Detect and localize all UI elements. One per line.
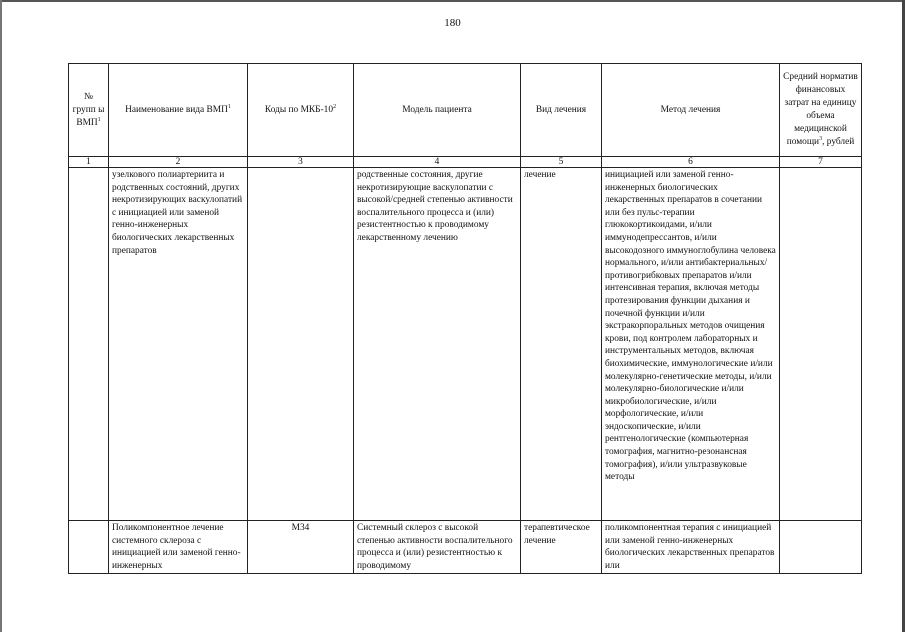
cell-patient-model: родственные состояния, другие некротизирующие васкулопатии с высокой/средней степенью активности воспалительного процесса и (или) резистентностью к проводимому лекарственному лечению: [354, 168, 521, 521]
header-group-number: № групп ы ВМП$^1$: [69, 64, 109, 157]
column-number: 2: [109, 157, 248, 168]
scan-left-edge: [0, 0, 2, 632]
cell-treatment-method: поликомпонентная терапия с инициацией или заменой генно-инженерных биологических лекарственных препаратов или: [602, 521, 780, 574]
page-number: 180: [444, 17, 461, 29]
cell-icd-codes: [248, 168, 354, 521]
column-number: 6: [602, 157, 780, 168]
header-vmp-name: Наименование вида ВМП$^1$: [109, 64, 248, 157]
cell-icd-codes: M34: [248, 521, 354, 574]
cell-group-number: [69, 168, 109, 521]
column-number: 4: [354, 157, 521, 168]
cell-treatment-method: инициацией или заменой генно-инженерных биологических лекарственных препаратов в сочетании или без пульс-терапии глюкокортикоидами, и/или иммунодепрессантов, и/или высокодозного иммуноглобулина человека нормального, и/или антибактериальных/противогрибковых препаратов и/или интенсивная терапия, включая методы протезирования функции дыхания и почечной функции и/или экстракорпоральных методов очищения крови, под контролем лабораторных и инструментальных методов, включая биохимические, иммунологические и/или молекулярно-генетические методы, и/или молекулярно-биологические и/или микробиологические, и/или морфологические, и/или эндоскопические, и/или рентгенологические (компьютерная томография, магнитно-резонансная томография), и/или ультразвуковые методы: [602, 168, 780, 521]
column-number: 5: [521, 157, 602, 168]
table-row: [69, 521, 862, 574]
cell-average-cost: [780, 521, 862, 574]
column-number: 3: [248, 157, 354, 168]
header-row: [69, 64, 862, 157]
table-row: [69, 168, 862, 521]
header-average-cost: Средний норматив финансовых затрат на единицу объема медицинской помощи$^3$, рублей: [780, 64, 862, 157]
vmp-table: [68, 63, 862, 574]
cell-treatment-type: лечение: [521, 168, 602, 521]
cell-group-number: [69, 521, 109, 574]
cell-patient-model: Системный склероз с высокой степенью активности воспалительного процесса и (или) резистентностью к проводимому: [354, 521, 521, 574]
column-number-row: [69, 157, 862, 168]
scan-top-edge: [0, 0, 905, 2]
header-treatment-method: Метод лечения: [602, 64, 780, 157]
column-number: 1: [69, 157, 109, 168]
cell-treatment-type: терапевтическое лечение: [521, 521, 602, 574]
header-icd-codes: Коды по МКБ-$10^2$: [248, 64, 354, 157]
header-patient-model: Модель пациента: [354, 64, 521, 157]
header-treatment-type: Вид лечения: [521, 64, 602, 157]
cell-average-cost: [780, 168, 862, 521]
cell-vmp-name: узелкового полиартериита и родственных состояний, других некротизирующих васкулопатий с инициацией или заменой генно-инженерных биологических лекарственных препаратов: [109, 168, 248, 521]
cell-vmp-name: Поликомпонентное лечение системного склероза с инициацией или заменой генно-инженерных: [109, 521, 248, 574]
column-number: 7: [780, 157, 862, 168]
